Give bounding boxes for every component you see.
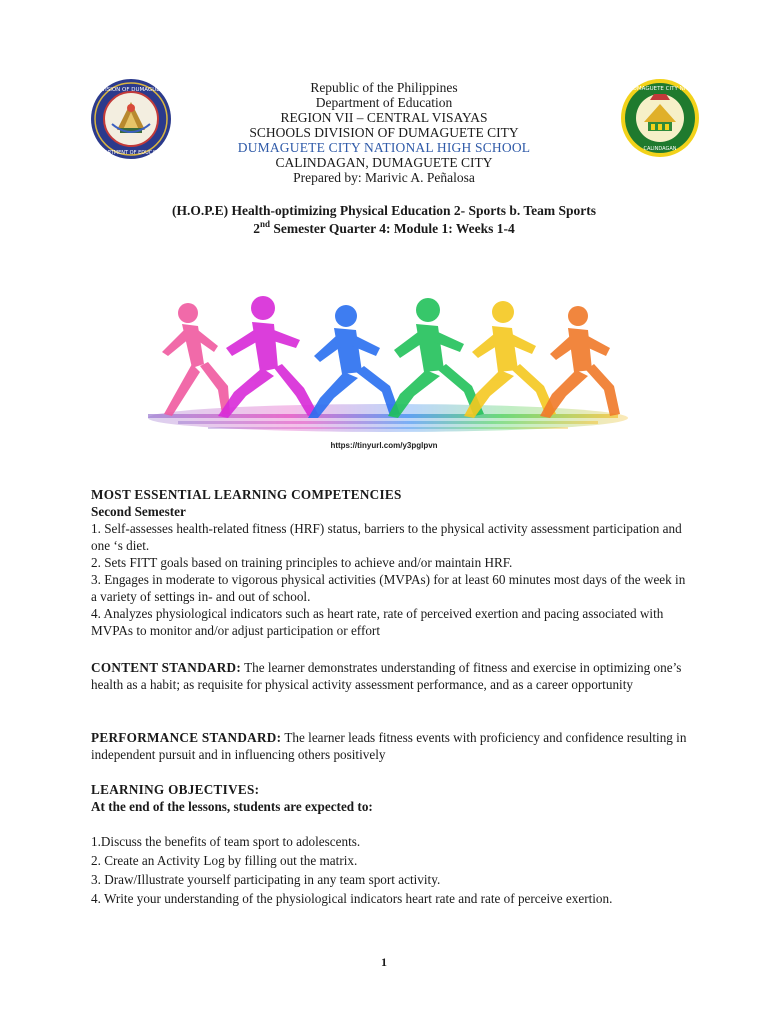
content-standard-label: CONTENT STANDARD: <box>91 660 242 675</box>
performance-standard-text: The learner leads fitness events with proficiency and confidence resulting in independent pursuit and in influencing others positively <box>91 730 687 762</box>
module-title-line1: (H.O.P.E) Health-optimizing Physical Education 2- Sports b. Team Sports <box>171 203 597 218</box>
competency-item: 4. Analyzes physiological indicators such as heart rate, rate of perceived exertion and pacing associated with MVPAs to monitor and/or adjust participation or effort <box>91 606 664 638</box>
semester-quarter-module: Semester Quarter 4: Module 1: Weeks 1-4 <box>269 221 515 236</box>
header-school-name: DUMAGUETE CITY NATIONAL HIGH SCHOOL <box>237 140 531 155</box>
learning-objectives-section <box>91 781 691 907</box>
objective-item: 4. Write your understanding of the physiological indicators heart rate and rate of perceive exertion. <box>91 891 613 906</box>
competencies-heading: MOST ESSENTIAL LEARNING COMPETENCIES <box>91 487 402 502</box>
header-address: CALINDAGAN, DUMAGUETE CITY <box>275 155 493 170</box>
objectives-spacer <box>91 815 691 833</box>
competencies-subheading: Second Semester <box>91 504 186 519</box>
competency-item: 3. Engages in moderate to vigorous physical activities (MVPAs) for at least 60 minutes most days of the week in a variety of settings in- and out of school. <box>91 572 686 604</box>
objective-item: 3. Draw/Illustrate yourself participating in any team sport activity. <box>91 872 441 887</box>
semester-number: 2 <box>253 221 260 236</box>
image-source-caption: https://tinyurl.com/y3pglpvn <box>330 441 438 450</box>
svg-text:DIVISION OF DUMAGUETE: DIVISION OF DUMAGUETE <box>95 87 167 93</box>
objectives-subheading: At the end of the lessons, students are expected to: <box>91 799 373 814</box>
svg-text:DUMAGUETE CITY NHS: DUMAGUETE CITY NHS <box>628 86 692 92</box>
document-header <box>0 80 768 185</box>
competencies-section <box>91 486 691 639</box>
svg-text:CALINDAGAN: CALINDAGAN <box>643 146 677 152</box>
semester-ordinal: nd <box>259 219 270 229</box>
runners-illustration <box>138 268 630 443</box>
objectives-heading: LEARNING OBJECTIVES: <box>91 782 260 797</box>
page-number: 1 <box>381 955 387 969</box>
module-title-line2 <box>0 220 768 238</box>
module-title <box>0 202 768 238</box>
objective-item: 1.Discuss the benefits of team sport to adolescents. <box>91 834 361 849</box>
header-department: Department of Education <box>315 95 453 110</box>
header-republic: Republic of the Philippines <box>310 80 458 95</box>
svg-text:DEPARTMENT OF EDUCATION: DEPARTMENT OF EDUCATION <box>94 150 168 156</box>
content-standard-text: The learner demonstrates understanding of fitness and exercise in optimizing one’s health as a habit; as requisite for physical activity assessment performance, and as a career opportunity <box>91 660 682 692</box>
content-standard-section <box>91 659 691 693</box>
header-region: REGION VII – CENTRAL VISAYAS <box>280 110 488 125</box>
competency-item: 2. Sets FITT goals based on training principles to achieve and/or maintain HRF. <box>91 555 513 570</box>
header-prepared-by: Prepared by: Marivic A. Peñalosa <box>293 170 475 185</box>
performance-standard-section <box>91 729 691 763</box>
objective-item: 2. Create an Activity Log by filling out the matrix. <box>91 853 358 868</box>
competency-item: 1. Self-assesses health-related fitness (HRF) status, barriers to the physical activity assessment participation and one ‘s diet. <box>91 521 682 553</box>
header-division: SCHOOLS DIVISION OF DUMAGUETE CITY <box>249 125 519 140</box>
performance-standard-label: PERFORMANCE STANDARD: <box>91 730 282 745</box>
